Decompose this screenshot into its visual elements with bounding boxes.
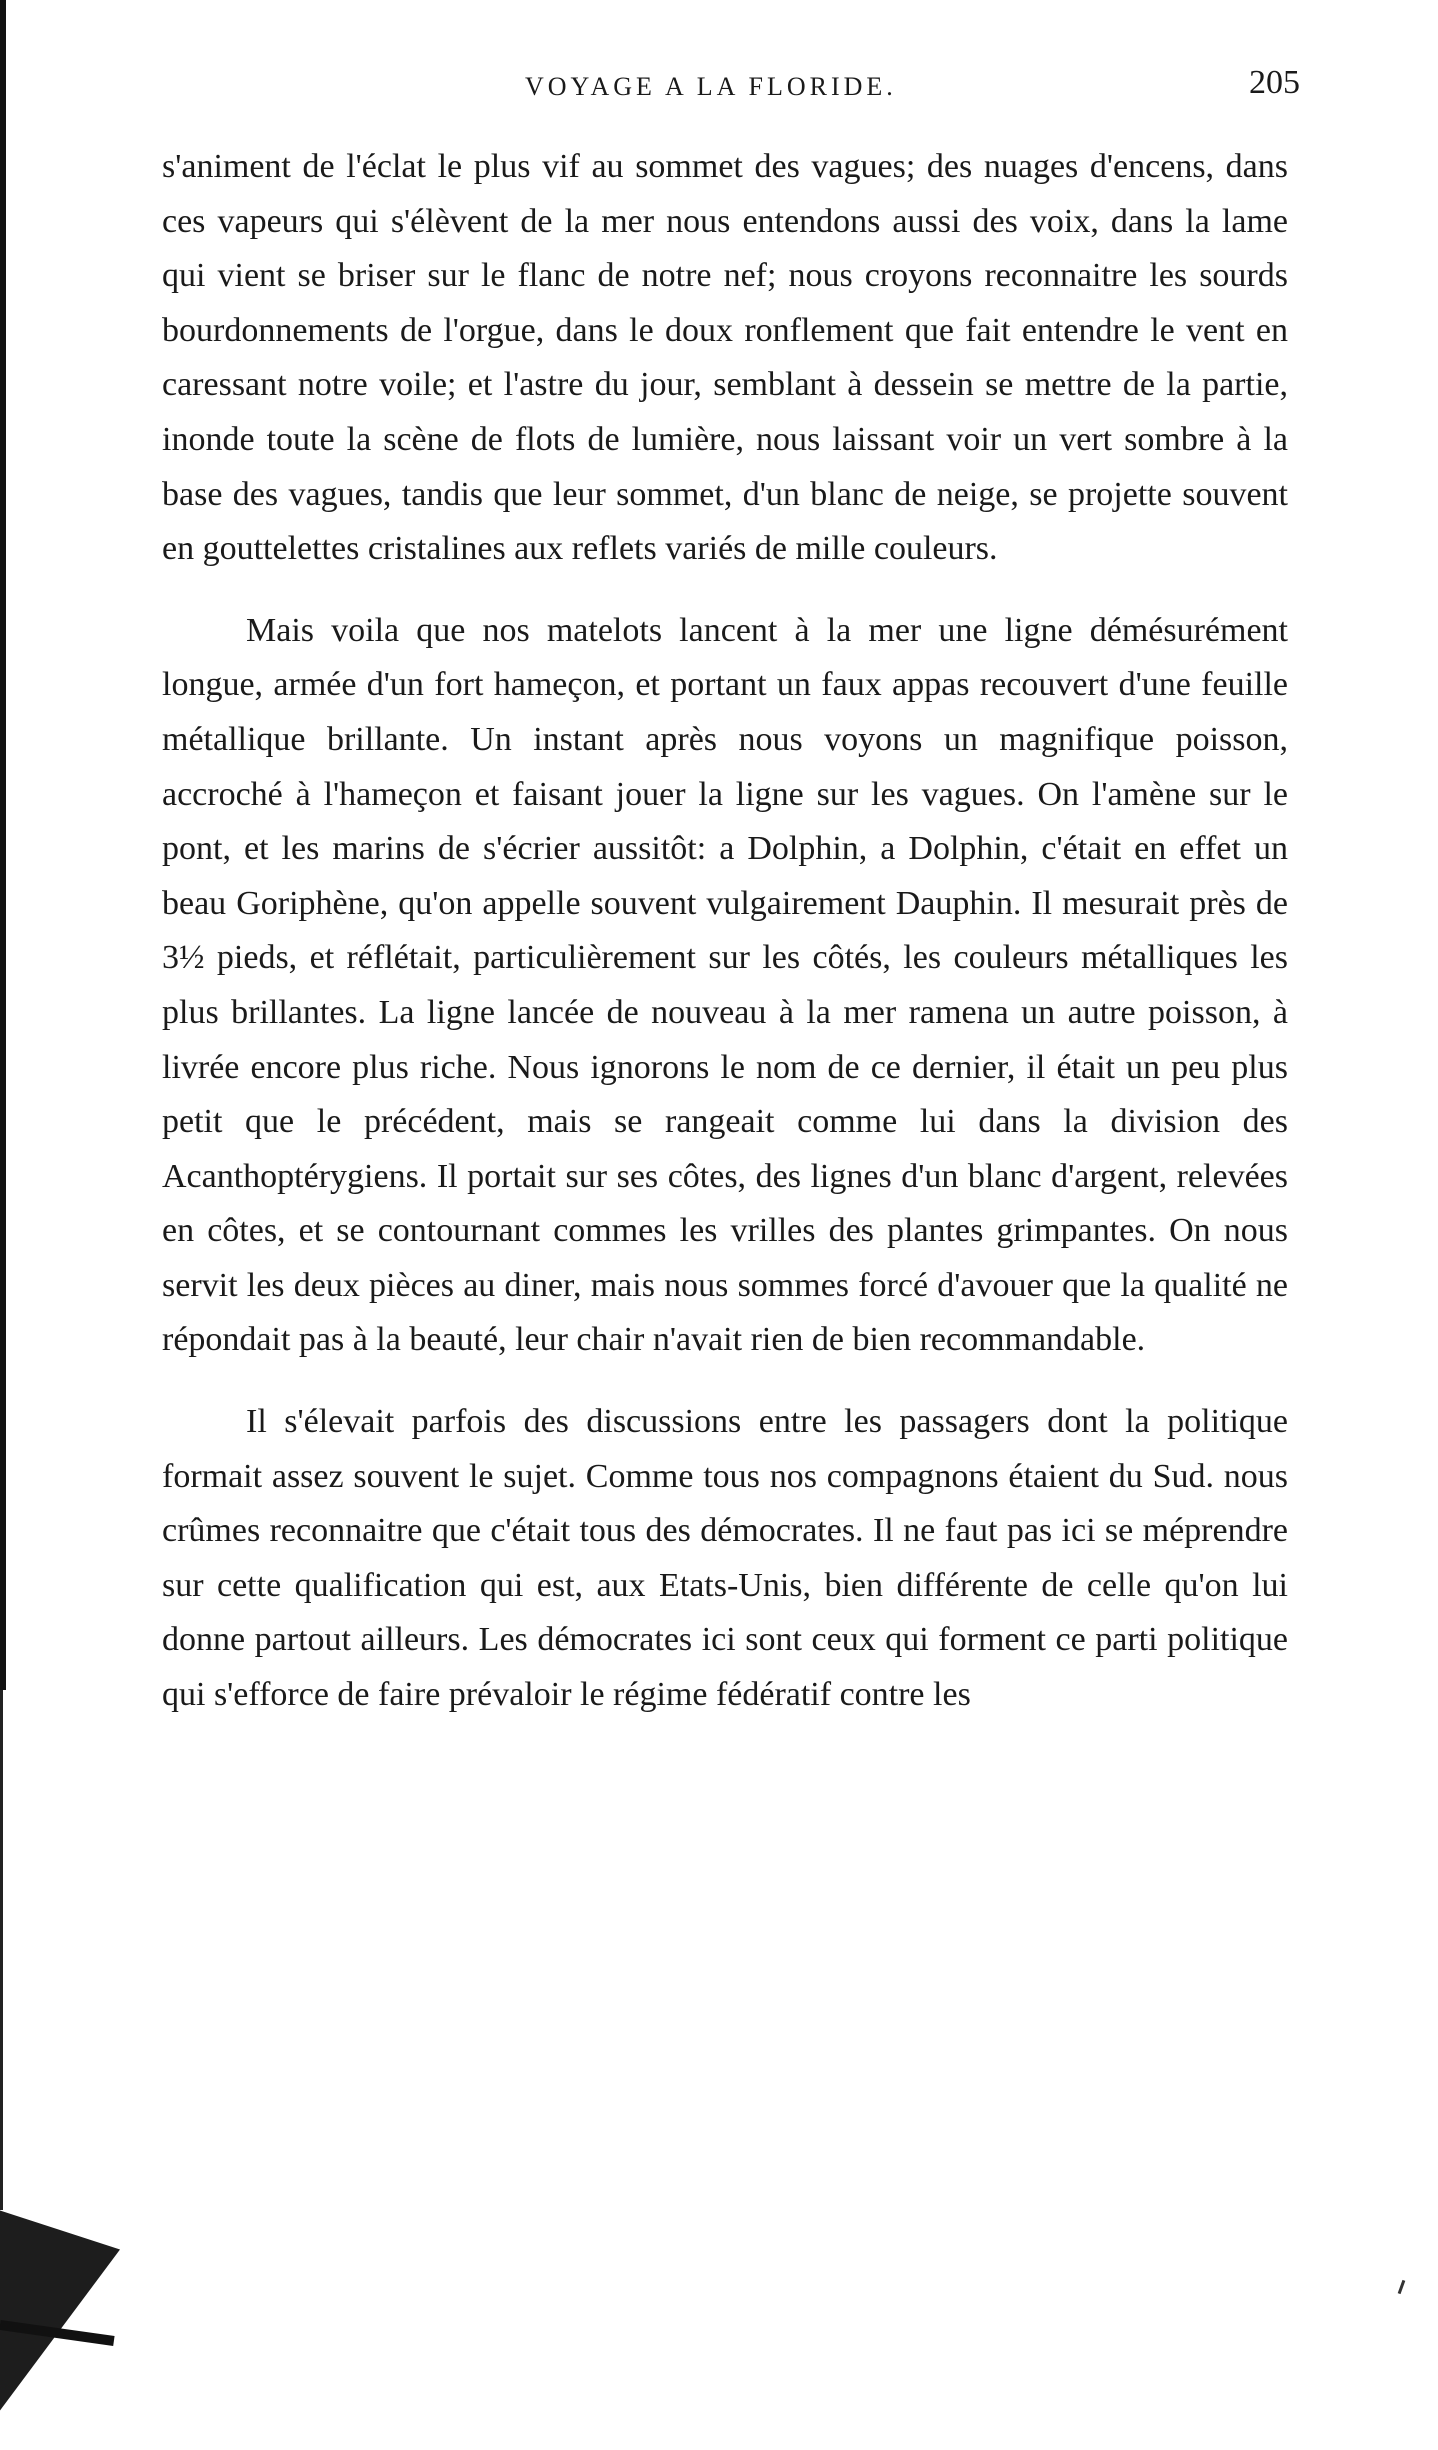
running-head: VOYAGE A LA FLORIDE. [525,72,897,101]
paragraph: Mais voila que nos matelots lancent à la mer une ligne démésurément longue, armée d'un fort hameçon, et portant un faux appas recouvert d'une feuille métallique brillante. Un instant après nous voyons un magnifique poisson, accroché à l'hameçon et faisant jouer la ligne sur les vagues. On l'amène sur le pont, et les marins de s'écrier aussitôt: a Dolphin, a Dolphin, c'était en effet un beau Goriphène, qu'on appelle souvent vulgairement Dauphin. Il mesurait près de 3½ pieds, et réflétait, particulièrement sur les côtés, les couleurs métalliques les plus brillantes. La ligne lancée de nouveau à la mer ramena un autre poisson, à livrée encore plus riche. Nous ignorons le nom de ce dernier, il était un peu plus petit que le précédent, mais se rangeait comme lui dans la division des Acanthoptérygiens. Il portait sur ses côtes, des lignes d'un blanc d'argent, relevées en côtes, et se contournant commes les vrilles des plantes grimpantes. On nous servit les deux pièces au diner, mais nous sommes forcé d'avouer que la qualité ne répondait pas à la beauté, leur chair n'avait rien de bien recommandable. [162,611,1288,1359]
binding-edge [0,0,6,1690]
paragraph-continued: s'animent de l'éclat le plus vif au sommet des vagues; des nuages d'encens, dans ces vapeurs qui s'élèvent de la mer nous entendons aussi des voix, dans la lame qui vient se briser sur le flanc de notre nef; nous croyons reconnaitre les sourds bourdonnements de l'orgue, dans le doux ronflement que fait entendre le vent en caressant notre voile; et l'astre du jour, semblant à dessein se mettre de la partie, inonde toute la scène de flots de lumière, nous laissant voir un vert sombre à la base des vagues, tandis que leur sommet, d'un blanc de neige, se projette souvent en gouttelettes cristalines aux reflets variés de mille couleurs. [162,148,1288,568]
page-number: 205 [1249,64,1300,101]
binding-edge-lower [0,1690,3,2210]
scan-speck [1398,2280,1406,2294]
paragraph: Il s'élevait parfois des discussions entre les passagers dont la politique formait assez souvent le sujet. Comme tous nos compagnons étaient du Sud. nous crûmes reconnaitre que c'était tous des démocrates. Il ne faut pas ici se méprendre sur cette qualification qui est, aux Etats-Unis, bien différente de celle qu'on lui donne partout ailleurs. Les démocrates ici sont ceux qui forment ce parti politique qui s'efforce de faire prévaloir le régime fédératif contre les [162,1403,1288,1714]
body-text [162,140,1288,1723]
